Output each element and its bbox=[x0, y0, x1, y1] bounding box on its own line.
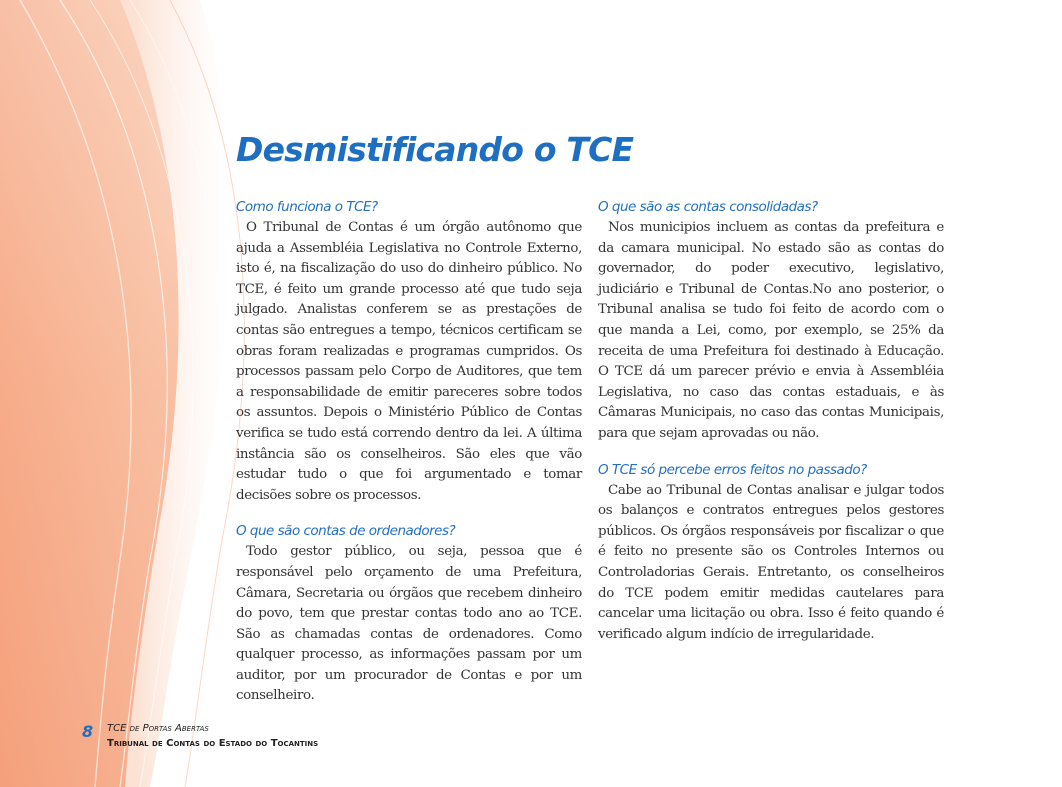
right-column bbox=[598, 196, 944, 659]
page-number: 8 bbox=[82, 722, 94, 741]
section-erros-passado bbox=[598, 459, 944, 646]
section-heading: Como funciona o TCE? bbox=[236, 199, 378, 215]
section-contas-consolidadas bbox=[598, 196, 944, 445]
footer-publication-title: TCE de Portas Abertas bbox=[107, 723, 209, 734]
section-body: Nos municipios incluem as contas da prefeitura e da camara municipal. No estado são as contas do governador, do poder executivo, legislativo, judiciário e Tribunal de Contas.No ano posterior, o Tribunal analisa se tudo foi feito de acordo com o que manda a Lei, como, por exemplo, se 25% da receita de uma Prefeitura foi destinado à Educação. O TCE dá um parecer prévio e envia à Assembléia Legislativa, no caso das contas estaduais, e às Câmaras Municipais, no caso das contas Municipais, para que sejam aprovadas ou não. bbox=[598, 220, 944, 441]
section-como-funciona bbox=[236, 196, 582, 506]
section-heading: O TCE só percebe erros feitos no passado? bbox=[598, 461, 867, 478]
section-body: O Tribunal de Contas é um órgão autônomo que ajuda a Assembléia Legislativa no Controle Externo, isto é, na fiscalização do uso do dinheiro público. No TCE, é feito um grande processo até que tudo seja julgado. Analistas conferem se as prestações de contas são entregues a tempo, técnicos certificam se obras foram realizadas e programas cumpridos. Os processos passam pelo Corpo de Auditores, que tem a responsabilidade de emitir pareceres sobre todos os assuntos. Depois o Ministério Público de Contas verifica se tudo está correndo dentro da lei. A última instância são os conselheiros. São eles que vão estudar tudo o que foi argumentado e tomar decisões sobre os processos. bbox=[236, 220, 582, 503]
section-heading: O que são as contas consolidadas? bbox=[598, 199, 818, 215]
section-body: Todo gestor público, ou seja, pessoa que é responsável pelo orçamento de uma Prefeitura, Câmara, Secretaria ou órgãos que recebem dinheiro do povo, tem que prestar contas todo ano ao TCE. São as chamadas contas de ordenadores. Como qualquer processo, as informações passam por um auditor, por um procurador de Contas e por um conselheiro. bbox=[236, 544, 582, 704]
section-heading: O que são contas de ordenadores? bbox=[236, 523, 456, 540]
page-title: Desmistificando o TCE bbox=[236, 130, 634, 169]
section-body: Cabe ao Tribunal de Contas analisar e julgar todos os balanços e contratos entregues pelos gestores públicos. Os órgãos responsáveis por fiscalizar o que é feito no presente são os Controles Internos ou Controladorias Gerais. Entretanto, os conselheiros do TCE podem emitir medidas cautelares para cancelar uma licitação ou obra. Isso é feito quando é verificado algum indício de irregularidade. bbox=[598, 482, 944, 642]
section-contas-ordenadores bbox=[236, 520, 582, 707]
left-column bbox=[236, 196, 582, 721]
footer-institution-name: Tribunal de Contas do Estado do Tocantins bbox=[107, 738, 319, 749]
